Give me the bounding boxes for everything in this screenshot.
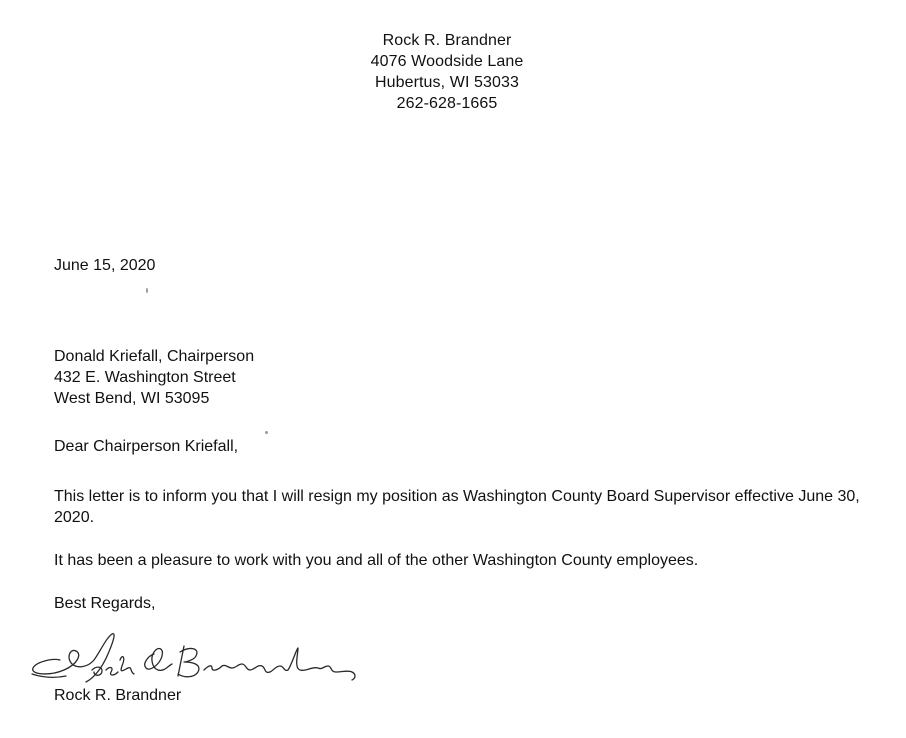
sender-address-block xyxy=(0,30,894,114)
letter-date: June 15, 2020 xyxy=(54,257,156,274)
recipient-city-state-zip: West Bend, WI 53095 xyxy=(54,390,210,407)
body-paragraph-2: It has been a pleasure to work with you and all of the other Washington County employees. xyxy=(54,552,699,569)
body-paragraph-1: This letter is to inform you that I will resign my position as Washington County Board Supervisor effective June 30, 2020. xyxy=(54,488,860,526)
scan-speck xyxy=(146,288,148,293)
salutation: Dear Chairperson Kriefall, xyxy=(54,438,239,455)
recipient-street: 432 E. Washington Street xyxy=(54,369,236,386)
recipient-name-title: Donald Kriefall, Chairperson xyxy=(54,348,255,365)
sender-phone: 262-628-1665 xyxy=(396,95,498,112)
sender-street: 4076 Woodside Lane xyxy=(370,53,524,70)
handwritten-signature xyxy=(22,624,372,696)
closing: Best Regards, xyxy=(54,595,156,612)
recipient-address-block xyxy=(54,346,254,409)
sender-name: Rock R. Brandner xyxy=(382,32,512,49)
signer-name: Rock R. Brandner xyxy=(54,687,182,704)
sender-city-state-zip: Hubertus, WI 53033 xyxy=(374,74,520,91)
scan-speck xyxy=(265,431,268,434)
